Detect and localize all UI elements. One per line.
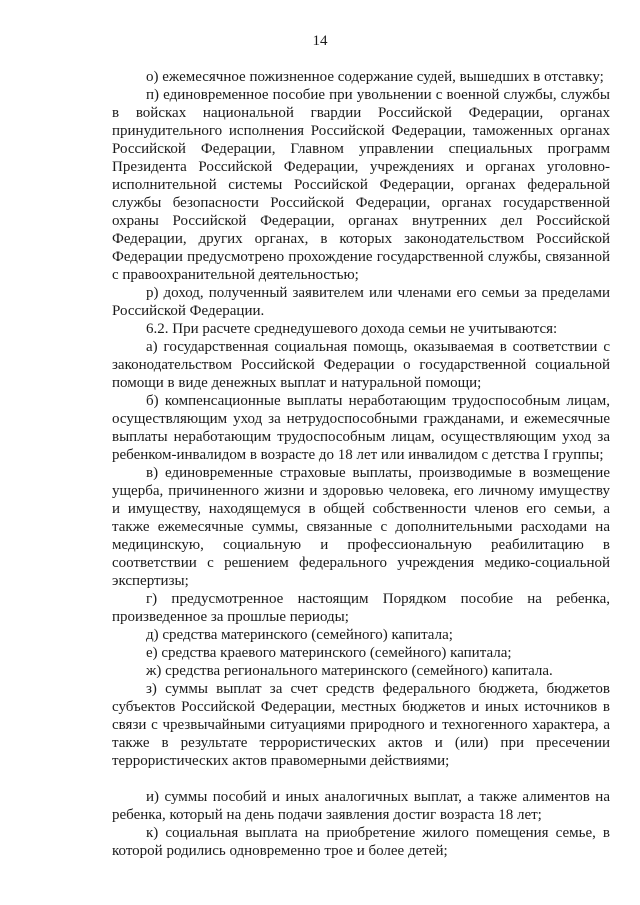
paragraph-g-child-allowance: г) предусмотренное настоящим Порядком пособие на ребенка, произведенное за прошлые периоды; (112, 591, 610, 625)
paragraph-a-state-social-aid: а) государственная социальная помощь, оказываемая в соответствии с законодательством Российской Федерации о государственной социальной помощи в виде денежных выплат и натуральной помощи; (112, 339, 610, 391)
paragraph-z-emergency-payments: з) суммы выплат за счет средств федерального бюджета, бюджетов субъектов Российской Федерации, местных бюджетов и иных источников в связи с чрезвычайными ситуациями природного и техногенного характера, а также в результате террористических актов и (или) при пресечении террористических актов правомерными действиями; (112, 681, 610, 769)
paragraph-r-foreign-income: р) доход, полученный заявителем или членами его семьи за пределами Российской Федерации. (112, 285, 610, 319)
paragraph-p-military-severance: п) единовременное пособие при увольнении с военной службы, службы в войсках национальной гвардии Российской Федерации, органах принудительного исполнения Российской Федерации, таможенных органах Российской Федерации, Главном управлении специальных программ Президента Российской Федерации, учреждениях и органах уголовно-исполнительной системы Российской Федерации, органах федеральной службы безопасности Российской Федерации, органах государственной охраны Российской Федерации, органах внутренних дел Российской Федерации, других органах, в которых законодательством Российской Федерации предусмотрено прохождение государственной службы, связанной с правоохранительной деятельностью; (112, 87, 610, 283)
paragraph-b-compensation-payments: б) компенсационные выплаты неработающим трудоспособным лицам, осуществляющим уход за нетрудоспособными гражданами, и ежемесячные выплаты неработающим трудоспособным лицам, осуществляющим уход за ребенком-инвалидом в возрасте до 18 лет или инвалидом с детства I группы; (112, 393, 610, 463)
paragraph-v-insurance-payments: в) единовременные страховые выплаты, производимые в возмещение ущерба, причиненного жизни и здоровью человека, его личному имуществу и имуществу, находящемуся в общей собственности членов его семьи, а также ежемесячные суммы, связанные с дополнительными расходами на медицинскую, социальную и профессиональную реабилитацию в соответствии с решением федерального учреждения медико-социальной экспертизы; (112, 465, 610, 589)
paragraph-i-child-benefits: и) суммы пособий и иных аналогичных выплат, а также алиментов на ребенка, который на день подачи заявления достиг возраста 18 лет; (112, 789, 610, 823)
paragraph-d-maternity-capital: д) средства материнского (семейного) капитала; (146, 627, 453, 643)
paragraph-o-judges-pension: о) ежемесячное пожизненное содержание судей, вышедших в отставку; (146, 69, 604, 85)
document-body (112, 68, 610, 860)
page-number: 14 (312, 33, 328, 49)
section-heading-6-2: 6.2. При расчете среднедушевого дохода семьи не учитываются: (146, 321, 558, 337)
paragraph-zh-regional-family-capital: ж) средства регионального материнского (семейного) капитала. (146, 663, 553, 679)
paragraph-k-housing-payment: к) социальная выплата на приобретение жилого помещения семье, в которой родились одновременно трое и более детей; (112, 825, 610, 859)
paragraph-e-regional-maternity-capital: е) средства краевого материнского (семейного) капитала; (146, 645, 512, 661)
